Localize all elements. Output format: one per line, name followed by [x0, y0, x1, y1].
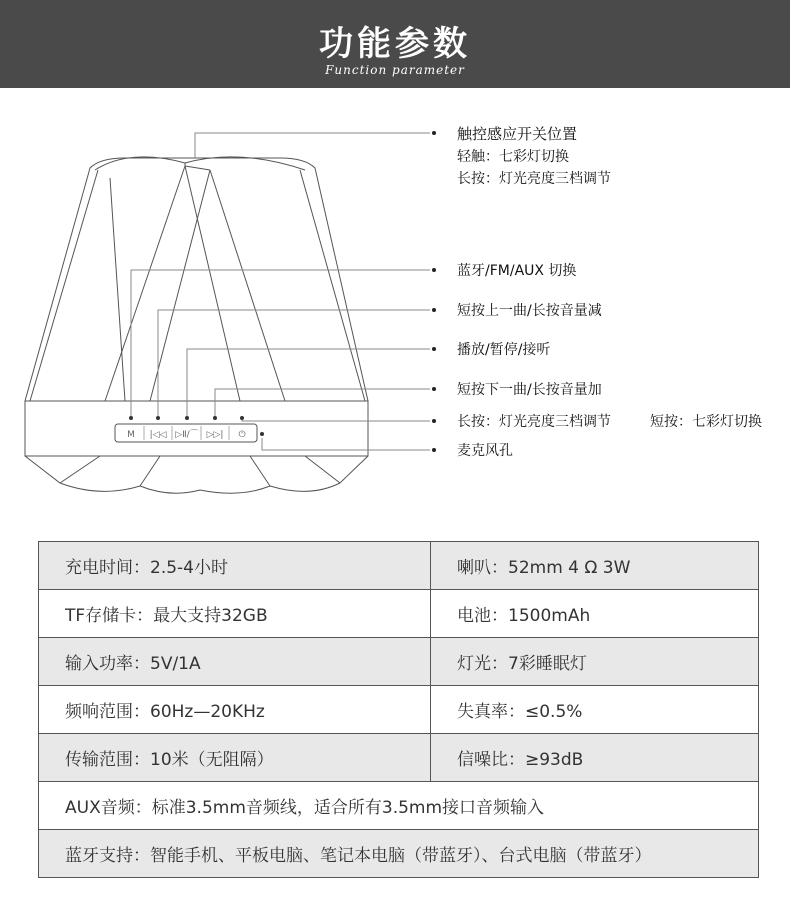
- spec-cell: 信噪比：≥93dB: [431, 734, 759, 782]
- bullet-dot: [432, 448, 436, 452]
- table-row: [39, 590, 759, 638]
- spec-table: [38, 541, 759, 878]
- table-row: [39, 686, 759, 734]
- spec-cell: 喇叭：52mm 4 Ω 3W: [431, 542, 759, 590]
- table-row: [39, 782, 759, 830]
- next-icon: ▷▷|: [206, 430, 224, 440]
- spec-cell: 传输范围：10米（无阻隔）: [39, 734, 431, 782]
- table-row: [39, 542, 759, 590]
- spec-cell: TF存储卡：最大支持32GB: [39, 590, 431, 638]
- spec-cell: 频响范围：60Hz—20KHz: [39, 686, 431, 734]
- page-subtitle: Function parameter: [325, 63, 465, 77]
- table-row: [39, 830, 759, 878]
- speaker-diagram: [0, 88, 790, 518]
- spec-cell: 充电时间：2.5-4小时: [39, 542, 431, 590]
- spec-cell: 灯光：7彩睡眠灯: [431, 638, 759, 686]
- touch-long-press-label: 长按：灯光亮度三档调节: [457, 171, 611, 187]
- bullet-dot: [432, 419, 436, 423]
- bullet-dot: [432, 347, 436, 351]
- spec-cell: 电池：1500mAh: [431, 590, 759, 638]
- play-pause-icon: ▷Ⅱ/⌒: [175, 430, 199, 440]
- light-short-press-label: 短按：七彩灯切换: [650, 414, 762, 430]
- power-icon: ⏻: [238, 430, 246, 440]
- spec-cell: 蓝牙支持：智能手机、平板电脑、笔记本电脑（带蓝牙）、台式电脑（带蓝牙）: [39, 830, 759, 878]
- table-row: [39, 638, 759, 686]
- header-banner: [0, 0, 790, 88]
- touch-sensor-label: 触控感应开关位置: [457, 125, 578, 143]
- next-track-label: 短按下一曲/长按音量加: [457, 382, 602, 398]
- mode-button-label: M: [127, 430, 135, 440]
- spec-cell: AUX音频：标准3.5mm音频线，适合所有3.5mm接口音频输入: [39, 782, 759, 830]
- mic-hole-label: 麦克风孔: [457, 443, 513, 459]
- bullet-dot: [432, 308, 436, 312]
- play-pause-label: 播放/暂停/接听: [457, 342, 551, 358]
- touch-short-press-label: 轻触：七彩灯切换: [457, 149, 569, 165]
- bullet-dot: [432, 131, 436, 135]
- light-long-press-label: 长按：灯光亮度三档调节: [457, 414, 611, 430]
- page-title: 功能参数: [319, 24, 471, 64]
- spec-cell: 失真率：≤0.5%: [431, 686, 759, 734]
- bullet-dot: [432, 387, 436, 391]
- mode-switch-label: 蓝牙/FM/AUX 切换: [457, 263, 577, 279]
- speaker-illustration: [0, 88, 790, 518]
- bullet-dot: [432, 268, 436, 272]
- prev-icon: |◁◁: [149, 430, 167, 440]
- table-row: [39, 734, 759, 782]
- spec-cell: 输入功率：5V/1A: [39, 638, 431, 686]
- prev-track-label: 短按上一曲/长按音量减: [457, 303, 602, 319]
